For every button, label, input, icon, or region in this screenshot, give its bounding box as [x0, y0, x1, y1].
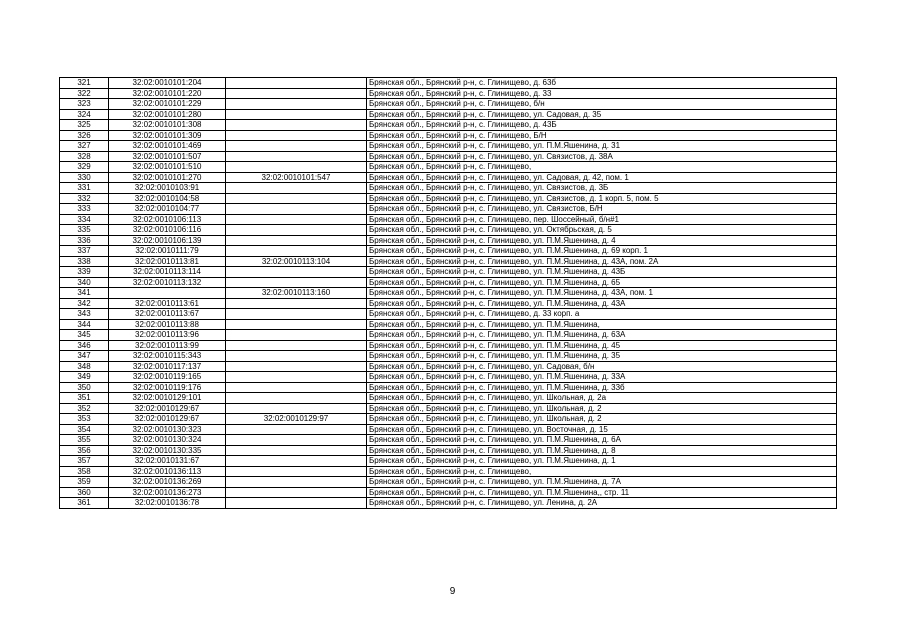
- row-number-cell: 342: [60, 298, 109, 309]
- table-row: [60, 382, 837, 393]
- row-number-cell: 357: [60, 456, 109, 467]
- cadastral-number-cell: 32:02:0010101:510: [109, 162, 226, 173]
- row-number-cell: 328: [60, 151, 109, 162]
- cadastral-number-cell: 32:02:0010106:113: [109, 214, 226, 225]
- table-row: [60, 214, 837, 225]
- table-row: [60, 225, 837, 236]
- cadastral-number-cell: 32:02:0010113:114: [109, 267, 226, 278]
- row-number-cell: 340: [60, 277, 109, 288]
- table-row: [60, 309, 837, 320]
- table-row: [60, 477, 837, 488]
- address-cell: Брянская обл., Брянский р-н, с. Глинищево, ул. П.М.Яшенина, д. 31: [367, 141, 837, 152]
- row-number-cell: 351: [60, 393, 109, 404]
- row-number-cell: 349: [60, 372, 109, 383]
- table-row: [60, 141, 837, 152]
- related-cadastral-number-cell: [226, 445, 367, 456]
- table-row: [60, 120, 837, 131]
- row-number-cell: 322: [60, 88, 109, 99]
- related-cadastral-number-cell: 32:02:0010113:160: [226, 288, 367, 299]
- row-number-cell: 335: [60, 225, 109, 236]
- table-row: [60, 256, 837, 267]
- cadastral-number-cell: 32:02:0010101:229: [109, 99, 226, 110]
- related-cadastral-number-cell: [226, 319, 367, 330]
- table-row: [60, 424, 837, 435]
- related-cadastral-number-cell: [226, 267, 367, 278]
- page-number: 9: [449, 586, 456, 597]
- table-row: [60, 361, 837, 372]
- table-row: [60, 456, 837, 467]
- cadastral-number-cell: 32:02:0010130:324: [109, 435, 226, 446]
- address-cell: Брянская обл., Брянский р-н, с. Глинищево, ул. Связистов, д. 1 корп. 5, пом. 5: [367, 193, 837, 204]
- row-number-cell: 360: [60, 487, 109, 498]
- row-number-cell: 332: [60, 193, 109, 204]
- table-row: [60, 330, 837, 341]
- address-cell: Брянская обл., Брянский р-н, с. Глинищево, б/н: [367, 99, 837, 110]
- row-number-cell: 325: [60, 120, 109, 131]
- related-cadastral-number-cell: [226, 466, 367, 477]
- related-cadastral-number-cell: [226, 298, 367, 309]
- cadastral-number-cell: 32:02:0010101:308: [109, 120, 226, 131]
- row-number-cell: 346: [60, 340, 109, 351]
- row-number-cell: 334: [60, 214, 109, 225]
- address-cell: Брянская обл., Брянский р-н, с. Глинищево, ул. Связистов, д. 38А: [367, 151, 837, 162]
- table-row: [60, 172, 837, 183]
- cadastral-number-cell: 32:02:0010130:323: [109, 424, 226, 435]
- related-cadastral-number-cell: [226, 403, 367, 414]
- cadastral-number-cell: 32:02:0010129:101: [109, 393, 226, 404]
- row-number-cell: 323: [60, 99, 109, 110]
- row-number-cell: 358: [60, 466, 109, 477]
- table-row: [60, 151, 837, 162]
- address-cell: Брянская обл., Брянский р-н, с. Глинищево, ул. П.М.Яшенина,: [367, 319, 837, 330]
- row-number-cell: 345: [60, 330, 109, 341]
- cadastral-number-cell: 32:02:0010119:165: [109, 372, 226, 383]
- table-row: [60, 204, 837, 215]
- row-number-cell: 347: [60, 351, 109, 362]
- address-cell: Брянская обл., Брянский р-н, с. Глинищево, пер. Шоссейный, б/н#1: [367, 214, 837, 225]
- cadastral-number-cell: 32:02:0010111:79: [109, 246, 226, 257]
- related-cadastral-number-cell: [226, 204, 367, 215]
- cadastral-number-cell: 32:02:0010119:176: [109, 382, 226, 393]
- address-cell: Брянская обл., Брянский р-н, с. Глинищево, ул. Школьная, д. 2а: [367, 393, 837, 404]
- row-number-cell: 361: [60, 498, 109, 509]
- address-cell: Брянская обл., Брянский р-н, с. Глинищево, ул. П.М.Яшенина, д. 6А: [367, 435, 837, 446]
- row-number-cell: 356: [60, 445, 109, 456]
- address-cell: Брянская обл., Брянский р-н, с. Глинищево, ул. П.М.Яшенина, д. 43А: [367, 298, 837, 309]
- related-cadastral-number-cell: [226, 351, 367, 362]
- row-number-cell: 352: [60, 403, 109, 414]
- related-cadastral-number-cell: [226, 88, 367, 99]
- related-cadastral-number-cell: [226, 78, 367, 89]
- related-cadastral-number-cell: [226, 424, 367, 435]
- related-cadastral-number-cell: [226, 183, 367, 194]
- cadastral-number-cell: 32:02:0010101:204: [109, 78, 226, 89]
- table-row: [60, 277, 837, 288]
- table-row: [60, 351, 837, 362]
- cadastral-number-cell: 32:02:0010136:113: [109, 466, 226, 477]
- address-cell: Брянская обл., Брянский р-н, с. Глинищево, ул. П.М.Яшенина, д. 43А, пом. 1: [367, 288, 837, 299]
- table-row: [60, 487, 837, 498]
- related-cadastral-number-cell: [226, 372, 367, 383]
- row-number-cell: 344: [60, 319, 109, 330]
- row-number-cell: 321: [60, 78, 109, 89]
- address-cell: Брянская обл., Брянский р-н, с. Глинищево, ул. Связистов, Б/Н: [367, 204, 837, 215]
- related-cadastral-number-cell: [226, 246, 367, 257]
- address-cell: Брянская обл., Брянский р-н, с. Глинищево, ул. П.М.Яшенина, д. 35: [367, 351, 837, 362]
- address-cell: Брянская обл., Брянский р-н, с. Глинищево, ул. Связистов, д. 3Б: [367, 183, 837, 194]
- cadastral-number-cell: 32:02:0010101:309: [109, 130, 226, 141]
- row-number-cell: 336: [60, 235, 109, 246]
- cadastral-number-cell: 32:02:0010113:88: [109, 319, 226, 330]
- address-cell: Брянская обл., Брянский р-н, с. Глинищево,: [367, 466, 837, 477]
- row-number-cell: 329: [60, 162, 109, 173]
- address-cell: Брянская обл., Брянский р-н, с. Глинищево, ул. Школьная, д. 2: [367, 414, 837, 425]
- address-cell: Брянская обл., Брянский р-н, с. Глинищево, д. 33 корп. а: [367, 309, 837, 320]
- address-cell: Брянская обл., Брянский р-н, с. Глинищево, ул. П.М.Яшенина, д. 65: [367, 277, 837, 288]
- address-cell: Брянская обл., Брянский р-н, с. Глинищево, д. 63б: [367, 78, 837, 89]
- related-cadastral-number-cell: [226, 193, 367, 204]
- property-registry-table: [59, 77, 837, 509]
- cadastral-number-cell: 32:02:0010136:273: [109, 487, 226, 498]
- address-cell: Брянская обл., Брянский р-н, с. Глинищево, ул. П.М.Яшенина, д. 33б: [367, 382, 837, 393]
- row-number-cell: 330: [60, 172, 109, 183]
- related-cadastral-number-cell: [226, 109, 367, 120]
- table-row: [60, 78, 837, 89]
- related-cadastral-number-cell: [226, 225, 367, 236]
- table-row: [60, 372, 837, 383]
- address-cell: Брянская обл., Брянский р-н, с. Глинищево, ул. Октябрьская, д. 5: [367, 225, 837, 236]
- row-number-cell: 324: [60, 109, 109, 120]
- table-row: [60, 235, 837, 246]
- address-cell: Брянская обл., Брянский р-н, с. Глинищево, ул. П.М.Яшенина, д. 43Б: [367, 267, 837, 278]
- table-row: [60, 130, 837, 141]
- related-cadastral-number-cell: [226, 309, 367, 320]
- cadastral-number-cell: 32:02:0010130:335: [109, 445, 226, 456]
- table-row: [60, 267, 837, 278]
- address-cell: Брянская обл., Брянский р-н, с. Глинищево, ул. Восточная, д. 15: [367, 424, 837, 435]
- related-cadastral-number-cell: [226, 393, 367, 404]
- row-number-cell: 337: [60, 246, 109, 257]
- address-cell: Брянская обл., Брянский р-н, с. Глинищево, ул. П.М.Яшенина, д. 4: [367, 235, 837, 246]
- table-row: [60, 193, 837, 204]
- related-cadastral-number-cell: [226, 498, 367, 509]
- row-number-cell: 343: [60, 309, 109, 320]
- cadastral-number-cell: 32:02:0010113:61: [109, 298, 226, 309]
- address-cell: Брянская обл., Брянский р-н, с. Глинищево, ул. П.М.Яшенина, д. 7А: [367, 477, 837, 488]
- table-row: [60, 498, 837, 509]
- cadastral-number-cell: 32:02:0010131:67: [109, 456, 226, 467]
- cadastral-number-cell: 32:02:0010101:469: [109, 141, 226, 152]
- address-cell: Брянская обл., Брянский р-н, с. Глинищево, ул. П.М.Яшенина,, стр. 11: [367, 487, 837, 498]
- row-number-cell: 350: [60, 382, 109, 393]
- address-cell: Брянская обл., Брянский р-н, с. Глинищево, ул. Садовая, д. 42, пом. 1: [367, 172, 837, 183]
- cadastral-number-cell: 32:02:0010106:116: [109, 225, 226, 236]
- related-cadastral-number-cell: [226, 151, 367, 162]
- related-cadastral-number-cell: [226, 487, 367, 498]
- row-number-cell: 354: [60, 424, 109, 435]
- row-number-cell: 333: [60, 204, 109, 215]
- related-cadastral-number-cell: [226, 162, 367, 173]
- address-cell: Брянская обл., Брянский р-н, с. Глинищево, ул. П.М.Яшенина, д. 43А, пом. 2А: [367, 256, 837, 267]
- cadastral-number-cell: 32:02:0010115:343: [109, 351, 226, 362]
- related-cadastral-number-cell: [226, 214, 367, 225]
- table-row: [60, 414, 837, 425]
- related-cadastral-number-cell: [226, 340, 367, 351]
- address-cell: Брянская обл., Брянский р-н, с. Глинищево, ул. П.М.Яшенина, д. 33А: [367, 372, 837, 383]
- address-cell: Брянская обл., Брянский р-н, с. Глинищево, д. 43Б: [367, 120, 837, 131]
- row-number-cell: 331: [60, 183, 109, 194]
- cadastral-number-cell: 32:02:0010101:280: [109, 109, 226, 120]
- address-cell: Брянская обл., Брянский р-н, с. Глинищево, ул. П.М.Яшенина, д. 69 корп. 1: [367, 246, 837, 257]
- cadastral-number-cell: 32:02:0010101:507: [109, 151, 226, 162]
- table-row: [60, 88, 837, 99]
- row-number-cell: 326: [60, 130, 109, 141]
- related-cadastral-number-cell: 32:02:0010113:104: [226, 256, 367, 267]
- cadastral-number-cell: 32:02:0010136:269: [109, 477, 226, 488]
- table-row: [60, 403, 837, 414]
- address-cell: Брянская обл., Брянский р-н, с. Глинищево, ул. Садовая, б/н: [367, 361, 837, 372]
- table-row: [60, 340, 837, 351]
- related-cadastral-number-cell: [226, 120, 367, 131]
- related-cadastral-number-cell: [226, 382, 367, 393]
- table-row: [60, 445, 837, 456]
- related-cadastral-number-cell: [226, 435, 367, 446]
- cadastral-number-cell: 32:02:0010103:91: [109, 183, 226, 194]
- related-cadastral-number-cell: 32:02:0010129:97: [226, 414, 367, 425]
- address-cell: Брянская обл., Брянский р-н, с. Глинищево, ул. Школьная, д. 2: [367, 403, 837, 414]
- cadastral-number-cell: 32:02:0010136:78: [109, 498, 226, 509]
- registry-table-body: [60, 78, 837, 509]
- table-row: [60, 183, 837, 194]
- related-cadastral-number-cell: [226, 477, 367, 488]
- address-cell: Брянская обл., Брянский р-н, с. Глинищево, д. 33: [367, 88, 837, 99]
- related-cadastral-number-cell: 32:02:0010101:547: [226, 172, 367, 183]
- table-row: [60, 435, 837, 446]
- row-number-cell: 338: [60, 256, 109, 267]
- table-row: [60, 246, 837, 257]
- row-number-cell: 341: [60, 288, 109, 299]
- related-cadastral-number-cell: [226, 277, 367, 288]
- cadastral-number-cell: 32:02:0010113:132: [109, 277, 226, 288]
- cadastral-number-cell: 32:02:0010113:96: [109, 330, 226, 341]
- address-cell: Брянская обл., Брянский р-н, с. Глинищево, ул. П.М.Яшенина, д. 63А: [367, 330, 837, 341]
- address-cell: Брянская обл., Брянский р-н, с. Глинищево, ул. П.М.Яшенина, д. 8: [367, 445, 837, 456]
- table-row: [60, 162, 837, 173]
- related-cadastral-number-cell: [226, 99, 367, 110]
- cadastral-number-cell: 32:02:0010101:270: [109, 172, 226, 183]
- cadastral-number-cell: 32:02:0010101:220: [109, 88, 226, 99]
- address-cell: Брянская обл., Брянский р-н, с. Глинищево, ул. Садовая, д. 35: [367, 109, 837, 120]
- cadastral-number-cell: 32:02:0010113:81: [109, 256, 226, 267]
- address-cell: Брянская обл., Брянский р-н, с. Глинищево, ул. П.М.Яшенина, д. 1: [367, 456, 837, 467]
- row-number-cell: 327: [60, 141, 109, 152]
- cadastral-number-cell: 32:02:0010129:67: [109, 403, 226, 414]
- row-number-cell: 359: [60, 477, 109, 488]
- table-row: [60, 466, 837, 477]
- cadastral-number-cell: 32:02:0010113:99: [109, 340, 226, 351]
- row-number-cell: 353: [60, 414, 109, 425]
- table-row: [60, 99, 837, 110]
- related-cadastral-number-cell: [226, 361, 367, 372]
- row-number-cell: 339: [60, 267, 109, 278]
- address-cell: Брянская обл., Брянский р-н, с. Глинищево, ул. П.М.Яшенина, д. 45: [367, 340, 837, 351]
- cadastral-number-cell: 32:02:0010129:67: [109, 414, 226, 425]
- cadastral-number-cell: [109, 288, 226, 299]
- cadastral-number-cell: 32:02:0010104:77: [109, 204, 226, 215]
- address-cell: Брянская обл., Брянский р-н, с. Глинищево,: [367, 162, 837, 173]
- cadastral-number-cell: 32:02:0010104:58: [109, 193, 226, 204]
- table-row: [60, 288, 837, 299]
- cadastral-number-cell: 32:02:0010117:137: [109, 361, 226, 372]
- related-cadastral-number-cell: [226, 141, 367, 152]
- related-cadastral-number-cell: [226, 456, 367, 467]
- row-number-cell: 355: [60, 435, 109, 446]
- row-number-cell: 348: [60, 361, 109, 372]
- related-cadastral-number-cell: [226, 330, 367, 341]
- address-cell: Брянская обл., Брянский р-н, с. Глинищево, ул. Ленина, д. 2А: [367, 498, 837, 509]
- table-row: [60, 109, 837, 120]
- address-cell: Брянская обл., Брянский р-н, с. Глинищево, Б/Н: [367, 130, 837, 141]
- related-cadastral-number-cell: [226, 235, 367, 246]
- cadastral-number-cell: 32:02:0010113:67: [109, 309, 226, 320]
- table-row: [60, 298, 837, 309]
- cadastral-number-cell: 32:02:0010106:139: [109, 235, 226, 246]
- table-row: [60, 393, 837, 404]
- related-cadastral-number-cell: [226, 130, 367, 141]
- table-row: [60, 319, 837, 330]
